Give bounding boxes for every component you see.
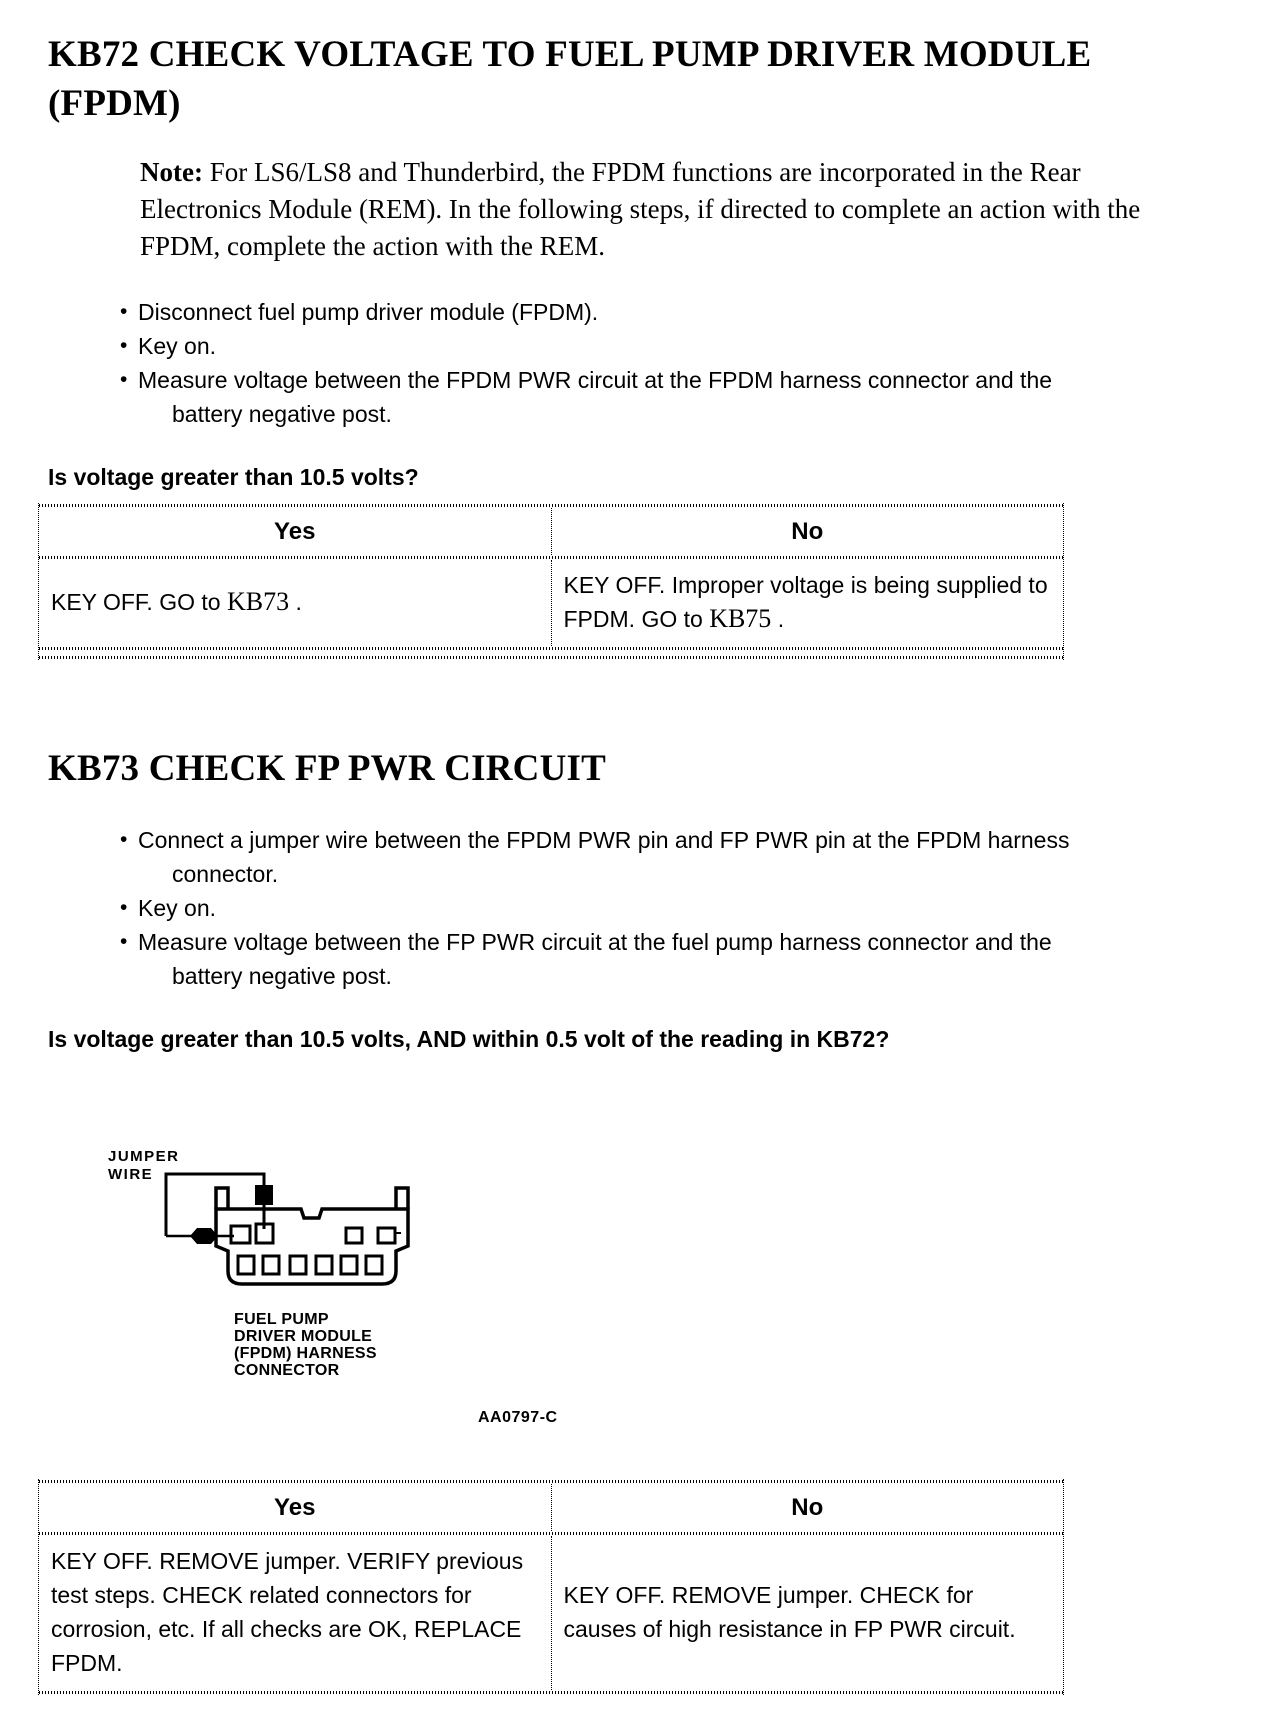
pin-lower-4	[316, 1256, 332, 1274]
figure-code: AA0797-C	[478, 1409, 558, 1426]
link-kb75[interactable]: KB75	[709, 604, 772, 633]
bullet-icon: •	[120, 828, 128, 851]
no-action-text: KEY OFF. REMOVE jumper. CHECK for causes of high resistance in FP PWR circuit.	[563, 1582, 1016, 1642]
no-action-cell	[551, 1536, 1064, 1690]
column-header-yes: Yes	[274, 518, 316, 545]
list-item	[120, 295, 1232, 329]
yes-action-suffix: .	[289, 589, 302, 615]
kb73-question: Is voltage greater than 10.5 volts, AND within 0.5 volt of the reading in KB72?	[48, 1026, 890, 1052]
yes-action-cell	[39, 1536, 551, 1690]
table-border	[39, 1690, 1063, 1695]
table-row	[39, 560, 1063, 646]
jumper-wire-label-line1: JUMPER	[108, 1148, 180, 1165]
note-text: For LS6/LS8 and Thunderbird, the FPDM functions are incorporated in the Rear Electronics Module (REM). In the following steps, if directed to complete an action with the FPDM, complete the action with the REM.	[140, 157, 1141, 261]
pin-lower-6	[366, 1256, 382, 1274]
pin-lower-5	[341, 1256, 357, 1274]
pin-upper-4	[378, 1228, 395, 1243]
kb72-decision-table	[38, 503, 1064, 660]
no-action-text: KEY OFF. Improper voltage is being supplied to FPDM. GO to	[563, 572, 1048, 632]
list-item	[120, 329, 1232, 363]
list-item	[120, 823, 1232, 891]
link-kb73[interactable]: KB73	[226, 587, 290, 616]
bullet-icon: •	[120, 300, 128, 323]
figure-caption-line: CONNECTOR	[234, 1362, 340, 1379]
kb73-decision-table	[38, 1479, 1064, 1695]
bullet-icon: •	[120, 896, 128, 919]
yes-action-text: KEY OFF. REMOVE jumper. VERIFY previous test steps. CHECK related connectors for corrosion, etc. If all checks are OK, REPLACE FPDM.	[51, 1548, 524, 1676]
connector-tab-left	[216, 1188, 228, 1209]
bullet-text: Measure voltage between the FPDM PWR circuit at the FPDM harness connector and the battery negative post.	[138, 367, 1053, 427]
jumper-wire-label-line2: WIRE	[108, 1166, 154, 1183]
kb72-bullet-list	[120, 295, 1232, 431]
bullet-icon: •	[120, 334, 128, 357]
bullet-text: Connect a jumper wire between the FPDM PWR pin and FP PWR pin at the FPDM harness connector.	[138, 827, 1070, 887]
table-header-row	[39, 508, 1063, 555]
yes-action-cell	[39, 560, 551, 646]
bullet-text: Key on.	[138, 333, 216, 359]
figure-caption-line: FUEL PUMP	[234, 1311, 329, 1328]
figure-caption-line: (FPDM) HARNESS	[234, 1345, 377, 1362]
figure-caption	[234, 1311, 1232, 1379]
figure-caption-line: DRIVER MODULE	[234, 1328, 373, 1345]
table-header-row	[39, 1484, 1063, 1531]
pin-upper-3	[346, 1228, 362, 1243]
pin-fpdm-pwr	[231, 1226, 250, 1243]
table-border	[39, 655, 1063, 660]
column-header-no: No	[551, 508, 1064, 555]
bullet-icon: •	[120, 368, 128, 391]
connector-diagram	[98, 1141, 438, 1297]
kb72-heading: KB72 CHECK VOLTAGE TO FUEL PUMP DRIVER MODULE (FPDM)	[48, 34, 1092, 124]
bullet-text: Measure voltage between the FP PWR circuit at the fuel pump harness connector and the battery negative post.	[138, 929, 1052, 989]
pin-lower-3	[290, 1256, 306, 1274]
connector-tab-right	[396, 1188, 408, 1209]
list-item	[120, 363, 1232, 431]
kb73-bullet-list	[120, 823, 1232, 993]
wire-terminal	[190, 1228, 218, 1244]
note-label: Note:	[140, 157, 203, 187]
column-header-yes: Yes	[274, 1494, 316, 1521]
list-item	[120, 891, 1232, 925]
table-row	[39, 1536, 1063, 1690]
bullet-text: Disconnect fuel pump driver module (FPDM).	[138, 299, 599, 325]
bullet-text: Key on.	[138, 895, 216, 921]
kb72-question: Is voltage greater than 10.5 volts?	[48, 464, 419, 490]
bullet-icon: •	[120, 930, 128, 953]
jumper-wire-end	[255, 1185, 273, 1205]
kb73-heading: KB73 CHECK FP PWR CIRCUIT	[48, 748, 606, 789]
list-item	[120, 925, 1232, 993]
column-header-no: No	[551, 1484, 1064, 1531]
fpdm-connector-figure	[48, 1141, 1232, 1427]
no-action-cell	[551, 560, 1064, 646]
pin-lower-1	[238, 1256, 254, 1274]
no-action-suffix: .	[771, 606, 785, 632]
pin-lower-2	[263, 1256, 279, 1274]
kb72-note	[140, 154, 1152, 265]
yes-action-text: KEY OFF. GO to	[51, 589, 227, 615]
